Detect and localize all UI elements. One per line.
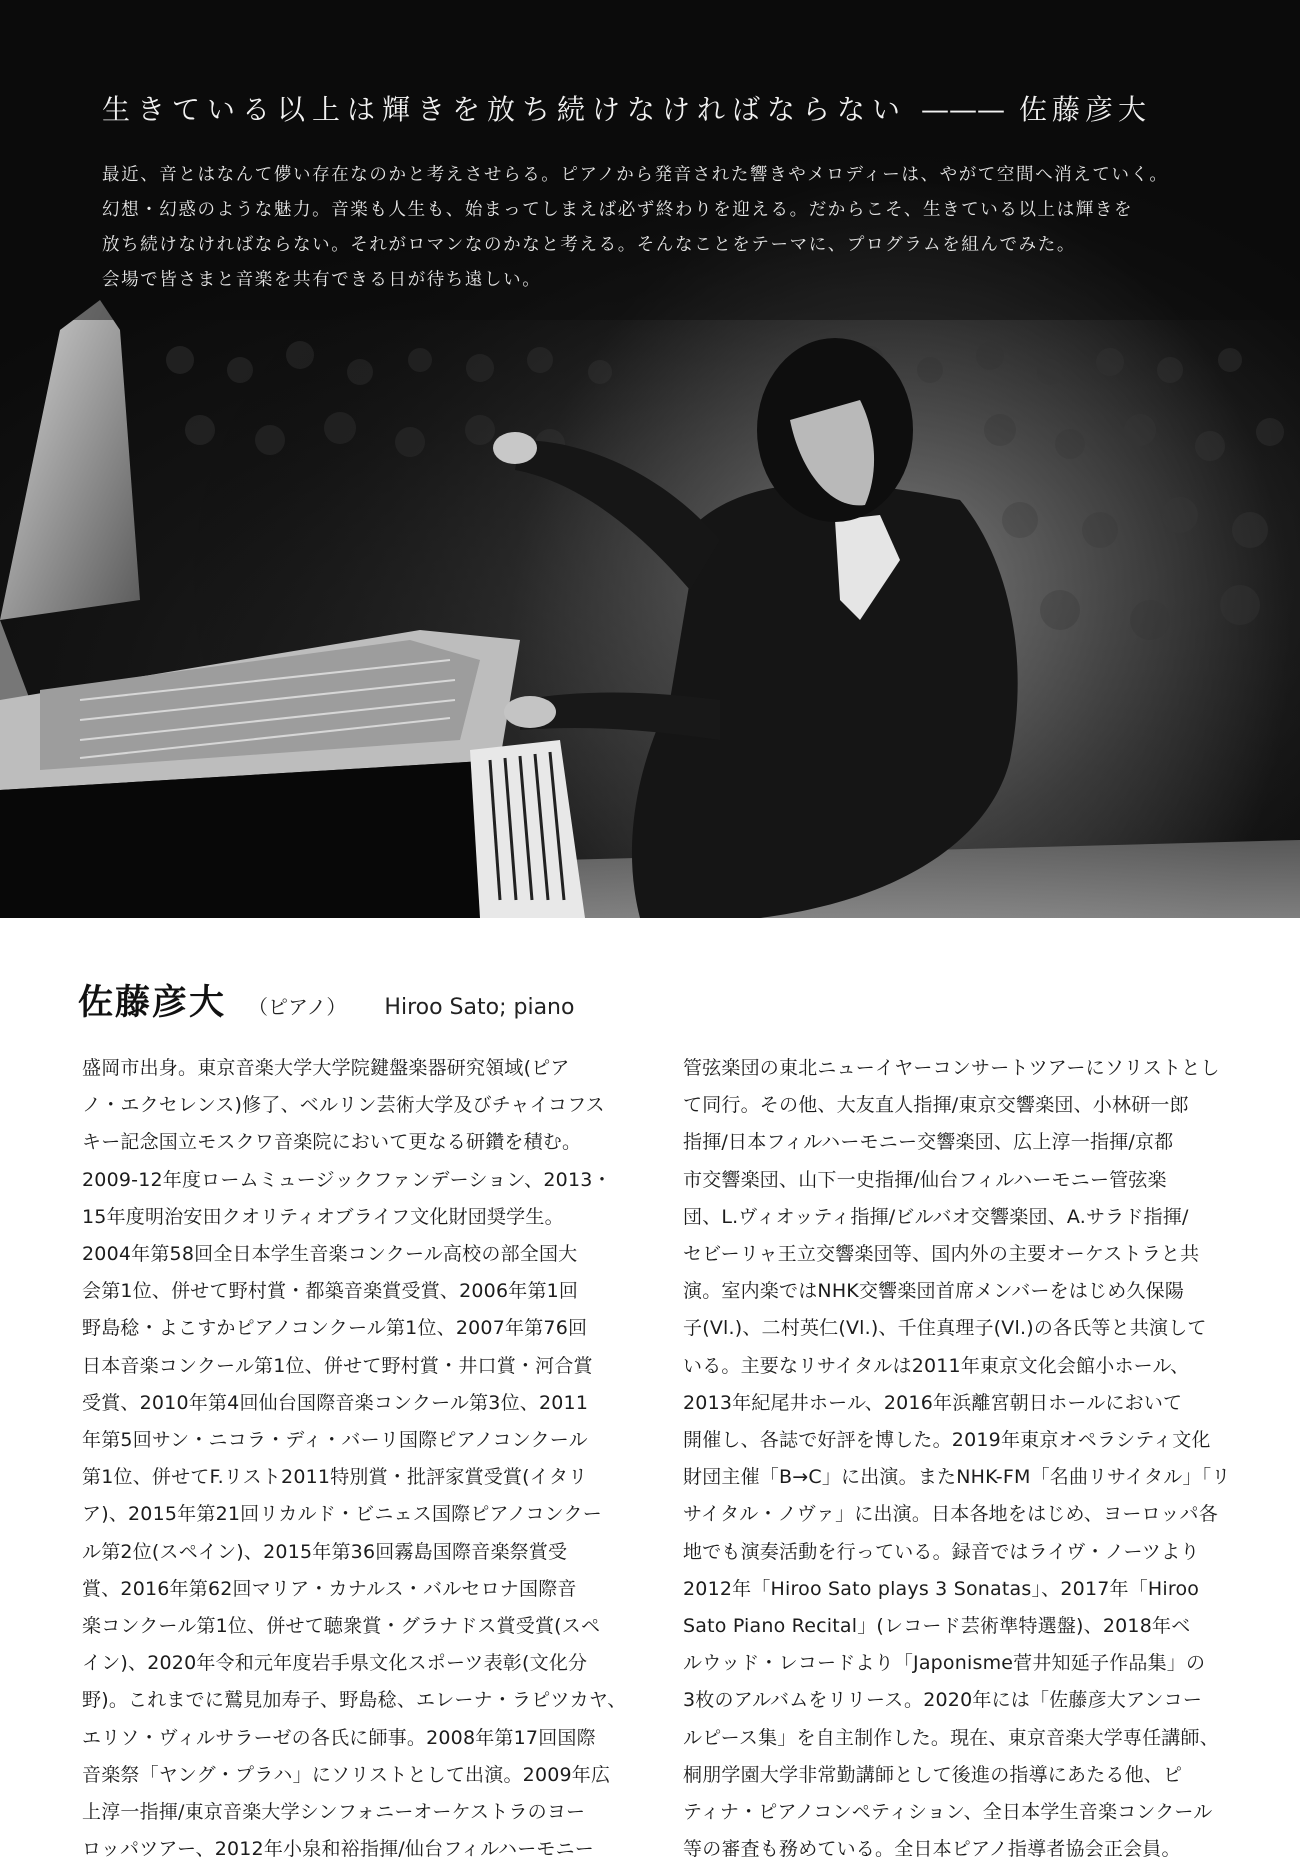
quote-text: 生きている以上は輝きを放ち続けなければならない [102,93,908,126]
artist-message [102,158,1212,298]
artist-name-japanese: 佐藤彦大 [78,982,227,1023]
artist-message-line: 会場で皆さまと音楽を共有できる日が待ち遠しい。 [102,270,542,290]
bio-line: ロッパツアー、2012年小泉和裕指揮/仙台フィルハーモニー [82,1838,594,1861]
pianist-photo-illustration [0,0,1300,918]
bio-line: 演。室内楽ではNHK交響楽団首席メンバーをはじめ久保陽 [683,1280,1185,1303]
bio-line: ティナ・ピアノコンペティション、全日本学生音楽コンクール [683,1801,1213,1824]
bio-line: ルピース集」を自主制作した。現在、東京音楽大学専任講師、 [683,1726,1219,1749]
bio-line: 賞、2016年第62回マリア・カナルス・バルセロナ国際音 [82,1577,577,1600]
bio-line: 盛岡市出身。東京音楽大学大学院鍵盤楽器研究領域(ピア [82,1057,570,1079]
bio-line: いる。主要なリサイタルは2011年東京文化会館小ホール、 [683,1354,1190,1377]
bio-line: 開催し、各誌で好評を博した。2019年東京オペラシティ文化 [683,1429,1211,1452]
bio-line: 音楽祭「ヤング・プラハ」にソリストとして出演。2009年広 [82,1763,611,1786]
bio-line: 2013年紀尾井ホール、2016年浜離宮朝日ホールにおいて [683,1391,1183,1414]
hero-photo [0,0,1300,918]
profile-heading [78,975,574,1025]
bio-line: 受賞、2010年第4回仙台国際音楽コンクール第3位、2011 [82,1391,589,1414]
bio-line: 市交響楽団、山下一史指揮/仙台フィルハーモニー管弦楽 [683,1168,1167,1191]
bio-line: 日本音楽コンクール第1位、併せて野村賞・井口賞・河合賞 [82,1354,593,1377]
bio-line: 指揮/日本フィルハーモニー交響楽団、広上淳一指揮/京都 [683,1131,1174,1154]
bio-line: 会第1位、併せて野村賞・都築音楽賞受賞、2006年第1回 [82,1280,579,1303]
bio-line: 3枚のアルバムをリリース。2020年には「佐藤彦大アンコー [683,1689,1203,1712]
biography-column-right [683,1050,1231,1868]
bio-line: 等の審査も務めている。全日本ピアノ指導者協会正会員。 [683,1838,1181,1861]
bio-line: ルウッド・レコードより「Japonisme菅井知延子作品集」の [683,1652,1206,1675]
bio-line: 野島稔・よこすかピアノコンクール第1位、2007年第76回 [82,1317,588,1340]
artist-message-line: 最近、音とはなんて儚い存在なのかと考えさせらる。ピアノから発音された響きやメロディーは、やがて空間へ消えていく。 [102,165,1169,185]
artist-name-english: Hiroo Sato; piano [384,995,575,1020]
quote-author: 佐藤彦大 [1019,93,1152,126]
bio-line: 管弦楽団の東北ニューイヤーコンサートツアーにソリストとし [683,1057,1220,1079]
bio-line: イン)、2020年令和元年度岩手県文化スポーツ表彰(文化分 [82,1652,588,1675]
bio-line: キー記念国立モスクワ音楽院において更なる研鑽を積む。 [82,1131,582,1154]
bio-line: 第1位、併せてF.リスト2011特別賞・批評家賞受賞(イタリ [82,1466,588,1489]
bio-line: ル第2位(スペイン)、2015年第36回霧島国際音楽祭賞受 [82,1540,568,1563]
bio-line: 地でも演奏活動を行っている。録音ではライヴ・ノーツより [683,1540,1200,1563]
pianist-hand-lower [504,696,556,728]
bio-line: セビーリャ王立交響楽団等、国内外の主要オーケストラと共 [683,1243,1200,1266]
pianist-hand-raised [493,432,537,464]
bio-line: 2004年第58回全日本学生音楽コンクール高校の部全国大 [82,1243,578,1266]
bio-line: エリソ・ヴィルサラーゼの各氏に師事。2008年第17回国際 [82,1726,596,1749]
bio-line: 2009-12年度ロームミュージックファンデーション、2013・ [82,1168,612,1191]
bio-line: サイタル・ノヴァ」に出演。日本各地をはじめ、ヨーロッパ各 [683,1503,1218,1526]
biography-column-left [82,1050,630,1868]
artist-message-line: 幻想・幻惑のような魅力。音楽も人生も、始まってしまえば必ず終わりを迎える。だからこそ、生きている以上は輝きを [102,200,1134,220]
quote-dash: ——— [921,93,1006,126]
bio-line: 子(Vl.)、二村英仁(Vl.)、千住真理子(Vl.)の各氏等と共演して [683,1317,1207,1340]
bio-line: 楽コンクール第1位、併せて聴衆賞・グラナドス賞受賞(スペ [82,1615,601,1638]
bio-line: 団、L.ヴィオッティ指揮/ビルバオ交響楽団、A.サラド指揮/ [683,1205,1189,1228]
hero-quote [102,88,1212,128]
bio-line: 桐朋学園大学非常勤講師として後進の指導にあたる他、ピ [683,1763,1183,1786]
bio-line: 2012年「Hiroo Sato plays 3 Sonatas」、2017年「Hiroo [683,1577,1200,1600]
bio-line: 上淳一指揮/東京音楽大学シンフォニーオーケストラのヨー [82,1801,586,1824]
bio-line: ア)、2015年第21回リカルド・ビニェス国際ピアノコンクー [82,1503,602,1526]
artist-message-line: 放ち続けなければならない。それがロマンなのかなと考える。そんなことをテーマに、プログラムを組んでみた。 [102,235,1076,255]
artist-role: （ピアノ） [248,995,347,1019]
bio-line: Sato Piano Recital」(レコード芸術準特選盤)、2018年ベ [683,1615,1191,1638]
bio-line: 野)。これまでに鷲見加寿子、野島稔、エレーナ・ラピツカヤ、 [82,1689,627,1712]
bio-line: 財団主催「B→C」に出演。またNHK-FM「名曲リサイタル」「リ [683,1466,1231,1489]
bio-line: 年第5回サン・ニコラ・ディ・バーリ国際ピアノコンクール [82,1429,588,1452]
bio-line: ノ・エクセレンス)修了、ベルリン芸術大学及びチャイコフス [82,1094,605,1117]
bio-line: 15年度明治安田クオリティオブライフ文化財団奨学生。 [82,1205,564,1228]
bio-line: て同行。その他、大友直人指揮/東京交響楽団、小林研一郎 [683,1094,1189,1117]
